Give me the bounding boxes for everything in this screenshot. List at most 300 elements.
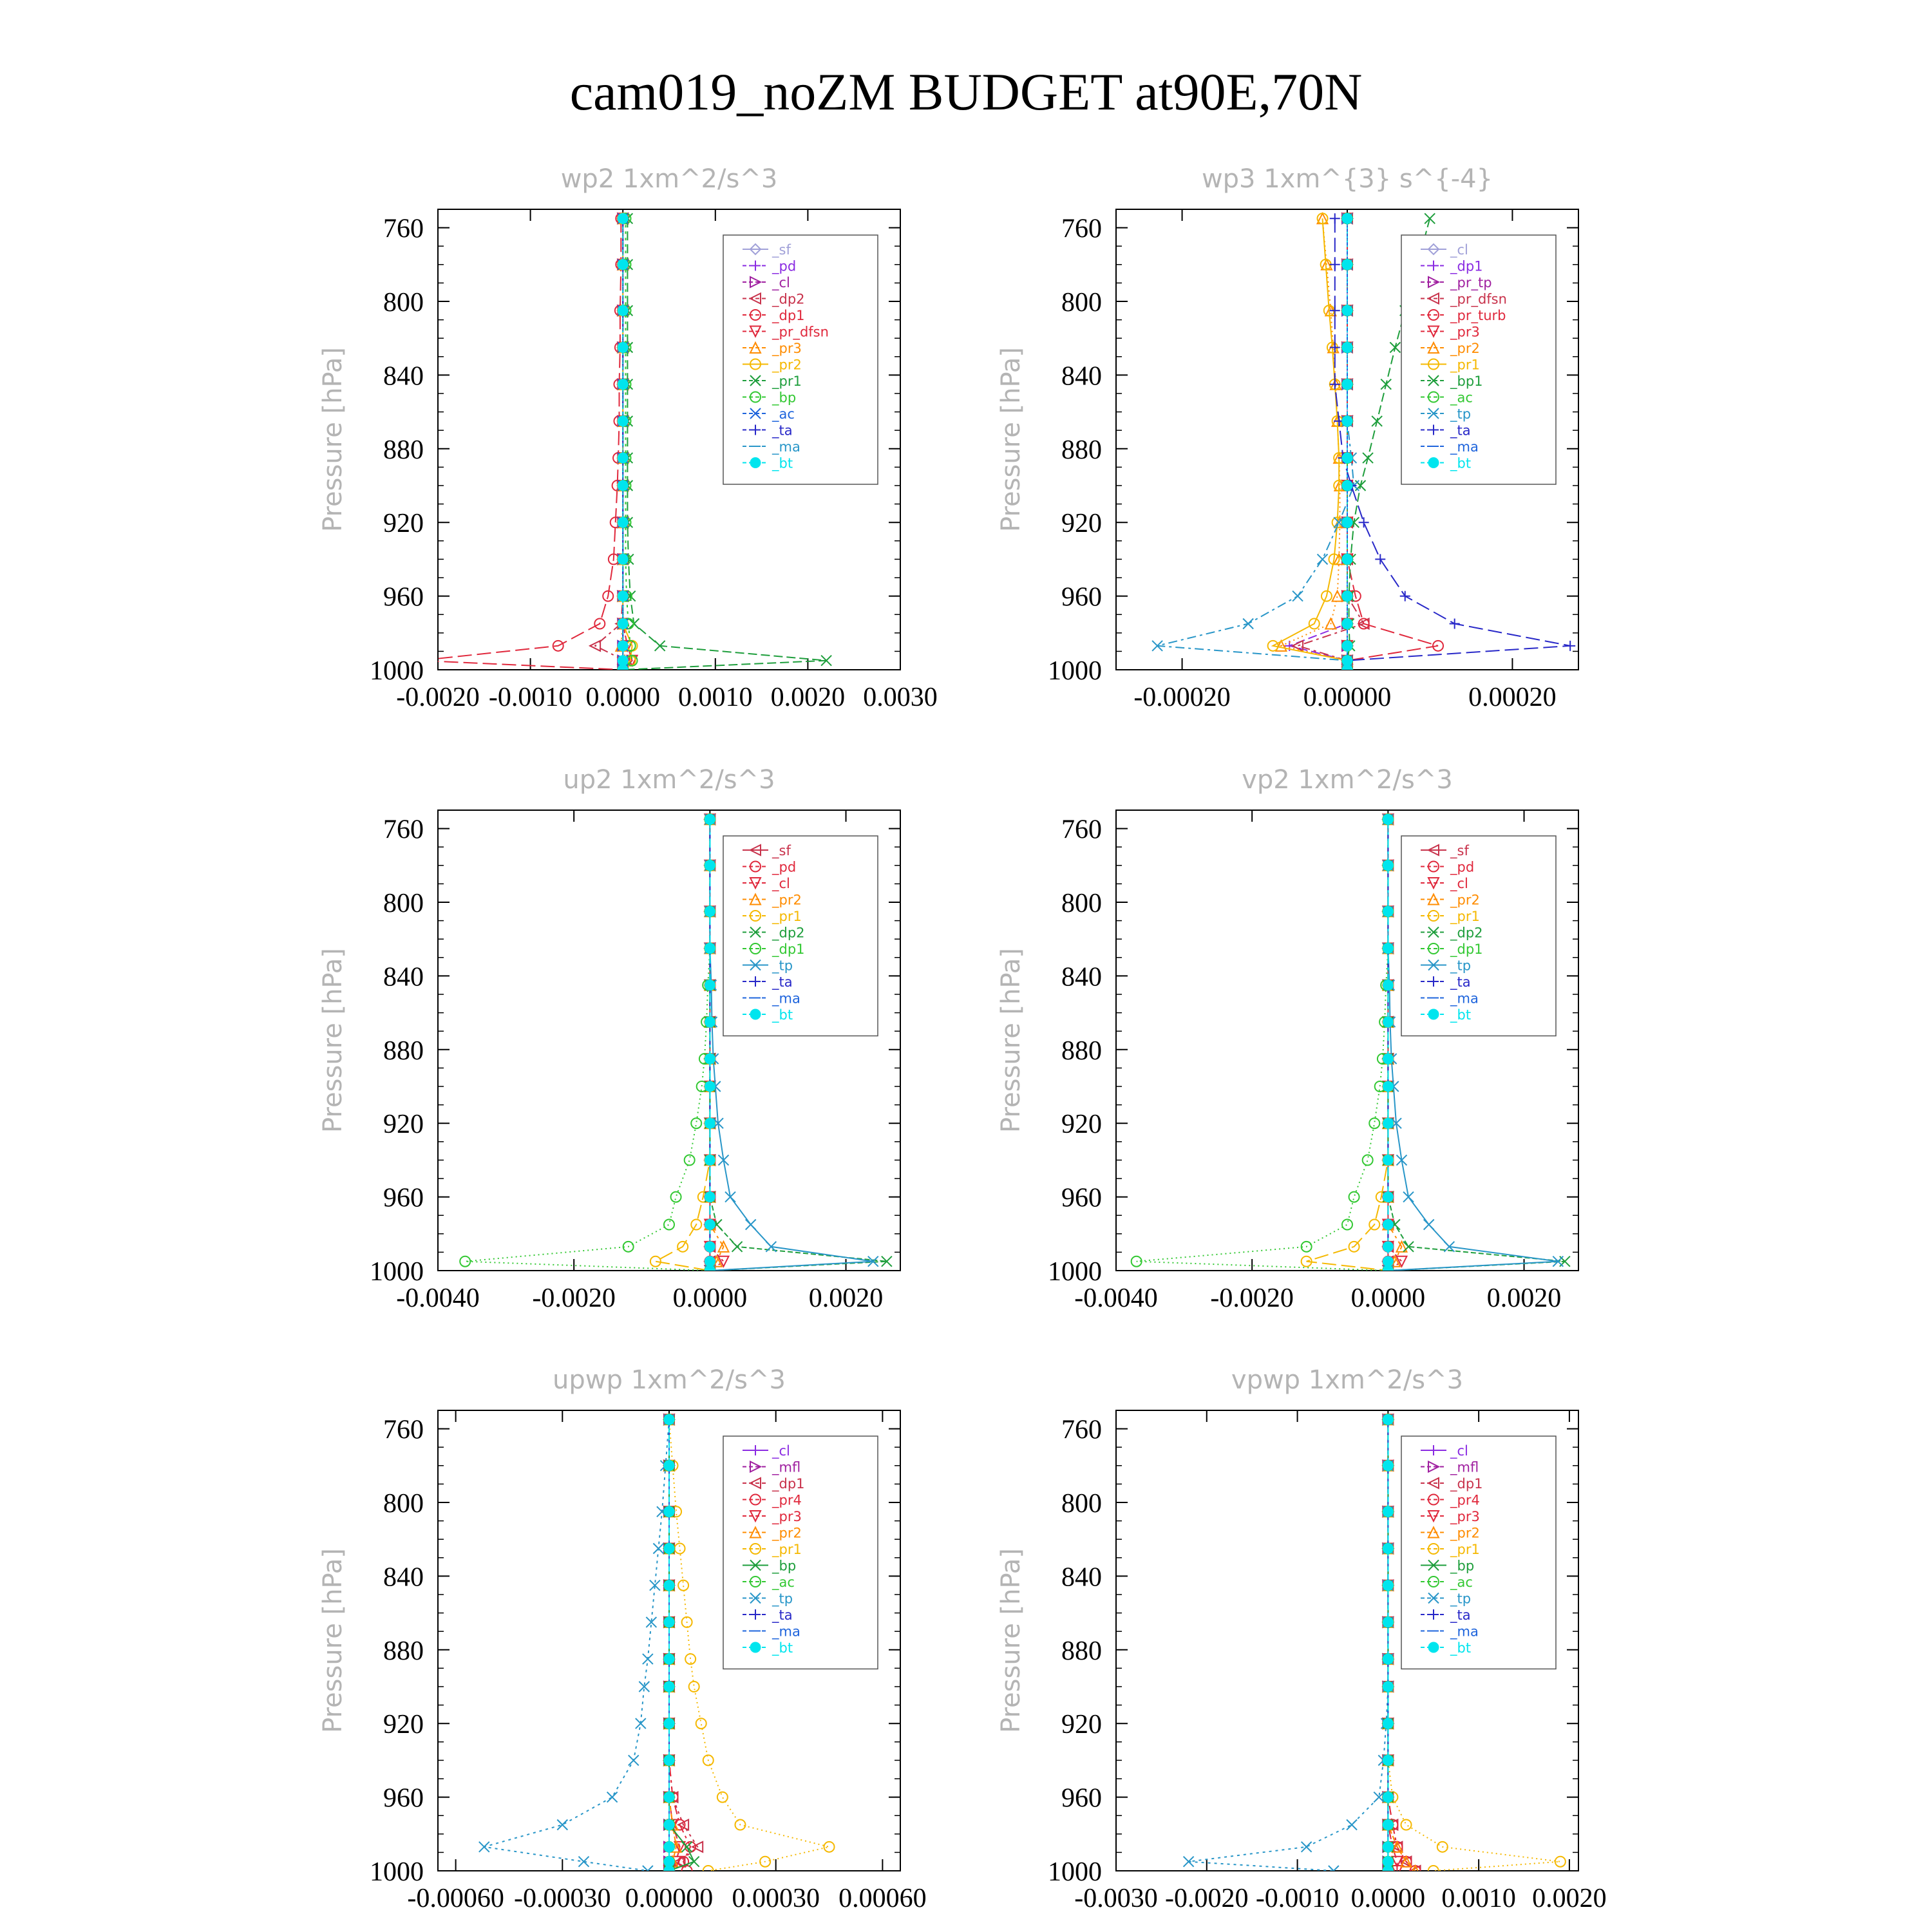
data-point xyxy=(750,1642,761,1653)
y-axis-label: Pressure [hPa] xyxy=(996,948,1026,1133)
data-point xyxy=(705,814,715,824)
series-bt xyxy=(705,814,715,1276)
legend-label: _pr2 xyxy=(772,1525,802,1541)
data-point xyxy=(1383,1414,1393,1425)
data-point xyxy=(1342,305,1352,316)
legend-label: _ma xyxy=(772,990,800,1007)
data-point xyxy=(618,213,628,223)
data-point xyxy=(689,1857,699,1867)
data-point xyxy=(664,1755,674,1765)
x-tick-label: -0.0020 xyxy=(1165,1884,1249,1913)
x-tick-label: -0.0040 xyxy=(396,1283,480,1313)
legend-label: _pr3 xyxy=(1450,1509,1480,1524)
series-line xyxy=(419,218,623,670)
data-point xyxy=(1383,1842,1393,1852)
series-pr3 xyxy=(1383,1414,1402,1876)
data-point xyxy=(1383,1755,1393,1765)
legend-label: _pr1 xyxy=(772,374,802,389)
x-tick-label: -0.0010 xyxy=(488,683,573,712)
data-point xyxy=(664,1580,674,1591)
legend-label: _pr2 xyxy=(1450,1525,1480,1541)
legend-label: _pr_turb xyxy=(1450,308,1506,323)
legend xyxy=(723,836,878,1036)
data-point xyxy=(1342,517,1352,527)
legend-label: _cl xyxy=(1450,1443,1468,1459)
legend-label: _pr1 xyxy=(1450,909,1480,924)
y-tick-label: 760 xyxy=(1061,1415,1102,1445)
y-tick-label: 920 xyxy=(1061,1110,1102,1140)
data-point xyxy=(1424,1220,1434,1230)
legend-label: _pr1 xyxy=(1450,1542,1480,1557)
data-point xyxy=(1383,906,1393,916)
legend-label: _ac xyxy=(1450,390,1473,406)
data-point xyxy=(1383,814,1393,824)
legend-label: _bt xyxy=(1450,1640,1472,1656)
y-tick-label: 920 xyxy=(1061,509,1102,539)
y-tick-label: 760 xyxy=(383,214,424,244)
series-line xyxy=(669,1419,697,1871)
legend-label: _pr4 xyxy=(772,1492,802,1508)
x-tick-label: 0.00020 xyxy=(1468,683,1557,712)
data-point xyxy=(1565,641,1575,651)
y-tick-label: 840 xyxy=(1061,1562,1102,1593)
data-point xyxy=(705,1054,715,1064)
data-point xyxy=(1342,1220,1352,1230)
y-tick-label: 1000 xyxy=(370,656,424,686)
data-point xyxy=(1428,1642,1439,1653)
chart-panel xyxy=(996,164,1578,712)
data-point xyxy=(705,980,715,990)
legend-label: _pr3 xyxy=(772,341,802,356)
legend-label: _ta xyxy=(1450,1607,1471,1623)
chart-panel xyxy=(996,765,1578,1313)
data-point xyxy=(664,1681,674,1692)
x-tick-label: 0.00000 xyxy=(625,1884,714,1913)
data-point xyxy=(1383,1242,1393,1252)
data-point xyxy=(824,1842,835,1852)
legend-label: _dp1 xyxy=(772,308,805,323)
legend-label: _ma xyxy=(1450,990,1479,1007)
y-tick-label: 800 xyxy=(1061,1489,1102,1519)
data-point xyxy=(705,1155,715,1165)
chart-panel xyxy=(318,1365,927,1913)
data-point xyxy=(750,1009,761,1019)
legend-label: _cl xyxy=(772,876,790,891)
data-point xyxy=(618,343,628,353)
data-point xyxy=(664,1654,674,1664)
series-bt xyxy=(1383,814,1393,1276)
x-tick-label: 0.00060 xyxy=(838,1884,927,1913)
chart-panel xyxy=(318,765,900,1313)
legend-label: _bp xyxy=(772,1558,797,1574)
y-tick-label: 880 xyxy=(1061,1036,1102,1066)
series-line xyxy=(1189,1419,1388,1871)
data-point xyxy=(1363,453,1373,463)
x-tick-label: -0.0010 xyxy=(1255,1884,1340,1913)
y-tick-label: 760 xyxy=(1061,815,1102,845)
x-tick-label: 0.0010 xyxy=(1441,1884,1516,1913)
legend-label: _mfl xyxy=(772,1459,801,1475)
data-point xyxy=(1342,213,1352,223)
legend-label: _pd xyxy=(1450,859,1475,875)
data-point xyxy=(664,1461,674,1471)
legend xyxy=(1401,1436,1556,1669)
data-point xyxy=(705,1192,715,1202)
series-tp xyxy=(479,1414,674,1876)
data-point xyxy=(664,1544,674,1554)
data-point xyxy=(1383,1265,1393,1276)
data-point xyxy=(1383,860,1393,871)
y-tick-label: 840 xyxy=(383,1562,424,1593)
y-tick-label: 960 xyxy=(383,1783,424,1814)
x-tick-label: 0.0020 xyxy=(1532,1884,1607,1913)
series-line xyxy=(1281,218,1347,670)
legend-label: _sf xyxy=(772,242,791,258)
legend-label: _cl xyxy=(772,275,790,290)
data-point xyxy=(705,1265,715,1276)
data-point xyxy=(1342,416,1352,426)
y-tick-label: 1000 xyxy=(1048,1857,1102,1887)
legend-label: _dp2 xyxy=(1450,925,1483,941)
x-tick-label: 0.0000 xyxy=(585,683,660,712)
legend-label: _bt xyxy=(1450,455,1472,471)
data-point xyxy=(1372,416,1382,426)
data-point xyxy=(664,1506,674,1517)
legend-label: _pr1 xyxy=(772,909,802,924)
series-line xyxy=(1307,819,1388,1271)
legend-label: _ma xyxy=(772,439,800,455)
data-point xyxy=(675,1544,685,1554)
data-point xyxy=(1383,980,1393,990)
data-point xyxy=(664,1857,674,1867)
data-point xyxy=(725,1192,735,1202)
data-point xyxy=(664,1866,674,1876)
legend-label: _pr1 xyxy=(772,1542,802,1557)
series-line xyxy=(465,819,710,1271)
legend-label: _bt xyxy=(1450,1007,1472,1023)
y-axis-label: Pressure [hPa] xyxy=(318,1548,348,1733)
data-point xyxy=(705,1081,715,1092)
legend-label: _ma xyxy=(772,1624,800,1640)
x-tick-label: 0.0020 xyxy=(808,1283,884,1313)
legend-label: _bp xyxy=(1450,1558,1475,1574)
legend xyxy=(1401,836,1556,1036)
data-point xyxy=(636,1718,646,1728)
series-pr1 xyxy=(1302,814,1394,1276)
legend-label: _tp xyxy=(1450,1591,1472,1607)
series-bt xyxy=(664,1414,674,1876)
legend-label: _dp2 xyxy=(772,291,805,307)
x-tick-label: -0.0030 xyxy=(1074,1884,1158,1913)
legend-label: _tp xyxy=(1450,406,1472,422)
x-tick-label: -0.0040 xyxy=(1074,1283,1158,1313)
data-point xyxy=(1450,619,1460,629)
data-point xyxy=(1383,1681,1393,1692)
legend-label: _dp2 xyxy=(772,925,805,941)
data-point xyxy=(1400,591,1410,601)
y-tick-label: 960 xyxy=(1061,1183,1102,1213)
data-point xyxy=(705,943,715,954)
y-axis-label: Pressure [hPa] xyxy=(318,948,348,1133)
data-point xyxy=(618,416,628,426)
data-point xyxy=(705,1118,715,1128)
data-point xyxy=(664,1792,674,1803)
data-point xyxy=(664,1414,674,1425)
x-tick-label: 0.0020 xyxy=(1486,1283,1562,1313)
series-pr2 xyxy=(664,1414,681,1876)
data-point xyxy=(618,641,628,651)
data-point xyxy=(557,1820,567,1830)
legend xyxy=(723,235,878,484)
data-point xyxy=(1383,1506,1393,1517)
y-axis-label: Pressure [hPa] xyxy=(318,347,348,532)
data-point xyxy=(1342,619,1352,629)
legend-label: _cl xyxy=(772,1443,790,1459)
x-tick-label: 0.0000 xyxy=(1350,1283,1426,1313)
legend-label: _tp xyxy=(772,958,793,974)
series-line xyxy=(1298,218,1364,670)
legend-label: _dp1 xyxy=(1450,1476,1483,1492)
chart-panel xyxy=(996,1365,1607,1913)
data-point xyxy=(1383,1461,1393,1471)
y-tick-label: 760 xyxy=(383,1415,424,1445)
data-point xyxy=(1383,1054,1393,1064)
data-point xyxy=(705,1017,715,1027)
legend-label: _bp1 xyxy=(1450,374,1483,389)
data-point xyxy=(1383,1820,1393,1830)
legend-label: _ta xyxy=(1450,974,1471,990)
data-point xyxy=(618,665,628,675)
data-point xyxy=(1383,1617,1393,1627)
legend-label: _dp1 xyxy=(1450,258,1483,274)
data-point xyxy=(618,656,628,666)
legend-label: _pr2 xyxy=(1450,892,1480,908)
x-tick-label: -0.0020 xyxy=(532,1283,616,1313)
data-point xyxy=(1363,1155,1373,1165)
data-point xyxy=(1342,641,1352,651)
legend-label: _bt xyxy=(772,1640,793,1656)
y-tick-label: 960 xyxy=(1061,582,1102,612)
data-point xyxy=(1401,1820,1412,1830)
y-tick-label: 800 xyxy=(1061,288,1102,317)
legend-label: _pr2 xyxy=(772,892,802,908)
x-tick-label: 0.0000 xyxy=(672,1283,748,1313)
data-point xyxy=(618,517,628,527)
legend-label: _ta xyxy=(772,1607,793,1623)
legend-label: _ta xyxy=(772,422,793,439)
y-axis-label: Pressure [hPa] xyxy=(996,347,1026,532)
legend-label: _pd xyxy=(772,859,797,875)
legend-label: _mfl xyxy=(1450,1459,1479,1475)
y-tick-label: 800 xyxy=(383,889,424,918)
y-tick-label: 1000 xyxy=(1048,1257,1102,1287)
data-point xyxy=(664,1718,674,1728)
data-point xyxy=(1383,1256,1393,1267)
data-point xyxy=(664,1820,674,1830)
data-point xyxy=(618,453,628,463)
data-point xyxy=(1383,1220,1393,1230)
data-point xyxy=(746,1220,756,1230)
y-axis-label: Pressure [hPa] xyxy=(996,1548,1026,1733)
y-tick-label: 840 xyxy=(383,361,424,392)
data-point xyxy=(618,379,628,390)
legend-label: _tp xyxy=(772,1591,793,1607)
data-point xyxy=(691,1118,701,1128)
data-point xyxy=(1383,1192,1393,1202)
data-point xyxy=(629,1755,639,1765)
y-tick-label: 880 xyxy=(383,435,424,465)
series-line xyxy=(710,819,723,1271)
legend-label: _ac xyxy=(1450,1575,1473,1590)
data-point xyxy=(1330,213,1340,223)
data-point xyxy=(1293,591,1303,601)
series-line xyxy=(1388,819,1401,1271)
x-tick-label: 0.0000 xyxy=(1350,1884,1426,1913)
y-tick-label: 800 xyxy=(383,288,424,317)
legend-label: _cl xyxy=(1450,242,1468,258)
data-point xyxy=(1342,453,1352,463)
chart-panel xyxy=(318,164,938,712)
chart-title: up2 1xm^2/s^3 xyxy=(563,765,775,795)
legend-label: _pr1 xyxy=(1450,357,1480,373)
legend-label: _pr2 xyxy=(1450,341,1480,356)
data-point xyxy=(705,1242,715,1252)
data-point xyxy=(1381,379,1391,390)
data-point xyxy=(1428,458,1439,468)
legend-label: _sf xyxy=(772,843,791,858)
x-tick-label: 0.00030 xyxy=(732,1884,820,1913)
data-point xyxy=(618,480,628,491)
chart-title: wp3 1xm^{3} s^{-4} xyxy=(1201,164,1493,194)
legend-label: _pr2 xyxy=(772,357,802,373)
y-tick-label: 840 xyxy=(1061,361,1102,392)
legend-label: _ta xyxy=(772,974,793,990)
legend-label: _sf xyxy=(1450,843,1469,858)
y-tick-label: 920 xyxy=(383,1710,424,1740)
y-tick-label: 880 xyxy=(383,1036,424,1066)
data-point xyxy=(1383,1718,1393,1728)
data-point xyxy=(685,1155,695,1165)
legend-label: _ta xyxy=(1450,422,1471,439)
legend-label: _cl xyxy=(1450,876,1468,891)
data-point xyxy=(479,1842,489,1852)
legend-label: _ma xyxy=(1450,439,1479,455)
y-tick-label: 960 xyxy=(1061,1783,1102,1814)
y-tick-label: 960 xyxy=(383,582,424,612)
x-tick-label: 0.0010 xyxy=(678,683,753,712)
legend-label: _ac xyxy=(772,1575,795,1590)
data-point xyxy=(1375,554,1385,564)
data-point xyxy=(1342,480,1352,491)
y-tick-label: 880 xyxy=(383,1636,424,1666)
legend-label: _pr_tp xyxy=(1450,275,1492,290)
data-point xyxy=(1347,1820,1357,1830)
y-tick-label: 880 xyxy=(1061,1636,1102,1666)
legend-label: _pr_dfsn xyxy=(1450,291,1507,307)
data-point xyxy=(1342,665,1352,675)
y-tick-label: 840 xyxy=(1061,962,1102,992)
series-line xyxy=(656,819,710,1271)
data-point xyxy=(1383,1866,1393,1876)
data-point xyxy=(1369,1118,1379,1128)
legend-label: _tp xyxy=(1450,958,1472,974)
legend-label: _pr_dfsn xyxy=(772,324,829,340)
legend-label: _pr3 xyxy=(772,1509,802,1524)
data-point xyxy=(618,260,628,270)
x-tick-label: -0.00020 xyxy=(1133,683,1231,712)
data-point xyxy=(618,305,628,316)
series-line xyxy=(710,819,723,1271)
series-line xyxy=(669,1419,676,1871)
chart-title: wp2 1xm^2/s^3 xyxy=(560,164,778,194)
legend-label: _ac xyxy=(772,406,795,422)
legend xyxy=(1401,235,1556,484)
data-point xyxy=(460,1256,470,1267)
page-title: cam019_noZM BUDGET at90E,70N xyxy=(569,62,1363,121)
data-point xyxy=(732,1242,743,1252)
data-point xyxy=(1342,656,1352,666)
data-point xyxy=(750,458,761,468)
y-tick-label: 920 xyxy=(383,509,424,539)
data-point xyxy=(653,1544,663,1554)
data-point xyxy=(1318,554,1328,564)
data-point xyxy=(1425,213,1435,223)
legend-label: _pr4 xyxy=(1450,1492,1480,1508)
y-tick-label: 880 xyxy=(1061,435,1102,465)
legend-label: _dp1 xyxy=(1450,942,1483,957)
series-pr_dfsn xyxy=(1293,213,1369,675)
series-dp1 xyxy=(1132,814,1394,1276)
y-tick-label: 760 xyxy=(1061,214,1102,244)
y-tick-label: 920 xyxy=(383,1110,424,1140)
x-tick-label: -0.0020 xyxy=(396,683,480,712)
x-tick-label: 0.0030 xyxy=(863,683,938,712)
y-tick-label: 800 xyxy=(383,1489,424,1519)
y-tick-label: 920 xyxy=(1061,1710,1102,1740)
series-dp1 xyxy=(414,213,628,675)
data-point xyxy=(1342,554,1352,564)
data-point xyxy=(1342,379,1352,390)
data-point xyxy=(1243,619,1253,629)
x-tick-label: -0.00060 xyxy=(407,1884,504,1913)
data-point xyxy=(705,906,715,916)
legend-label: _bt xyxy=(772,1007,793,1023)
data-point xyxy=(1184,1857,1194,1867)
data-point xyxy=(1342,343,1352,353)
data-point xyxy=(705,1256,715,1267)
series-line xyxy=(1137,819,1388,1271)
data-point xyxy=(664,1220,674,1230)
series-line xyxy=(669,1419,694,1871)
data-point xyxy=(664,1617,674,1627)
data-point xyxy=(671,1192,681,1202)
data-point xyxy=(1349,1192,1359,1202)
series-dp2 xyxy=(590,213,630,675)
data-point xyxy=(1330,343,1340,353)
series-line xyxy=(484,1419,669,1871)
data-point xyxy=(1428,1009,1439,1019)
legend-label: _bt xyxy=(772,455,793,471)
series-bt xyxy=(1383,1414,1393,1876)
data-point xyxy=(1383,943,1393,954)
y-tick-label: 1000 xyxy=(370,1857,424,1887)
data-point xyxy=(618,591,628,601)
series-dp1 xyxy=(460,814,715,1276)
data-point xyxy=(607,1792,618,1803)
data-point xyxy=(705,1220,715,1230)
data-point xyxy=(1342,260,1352,270)
series-tp xyxy=(1184,1414,1394,1876)
